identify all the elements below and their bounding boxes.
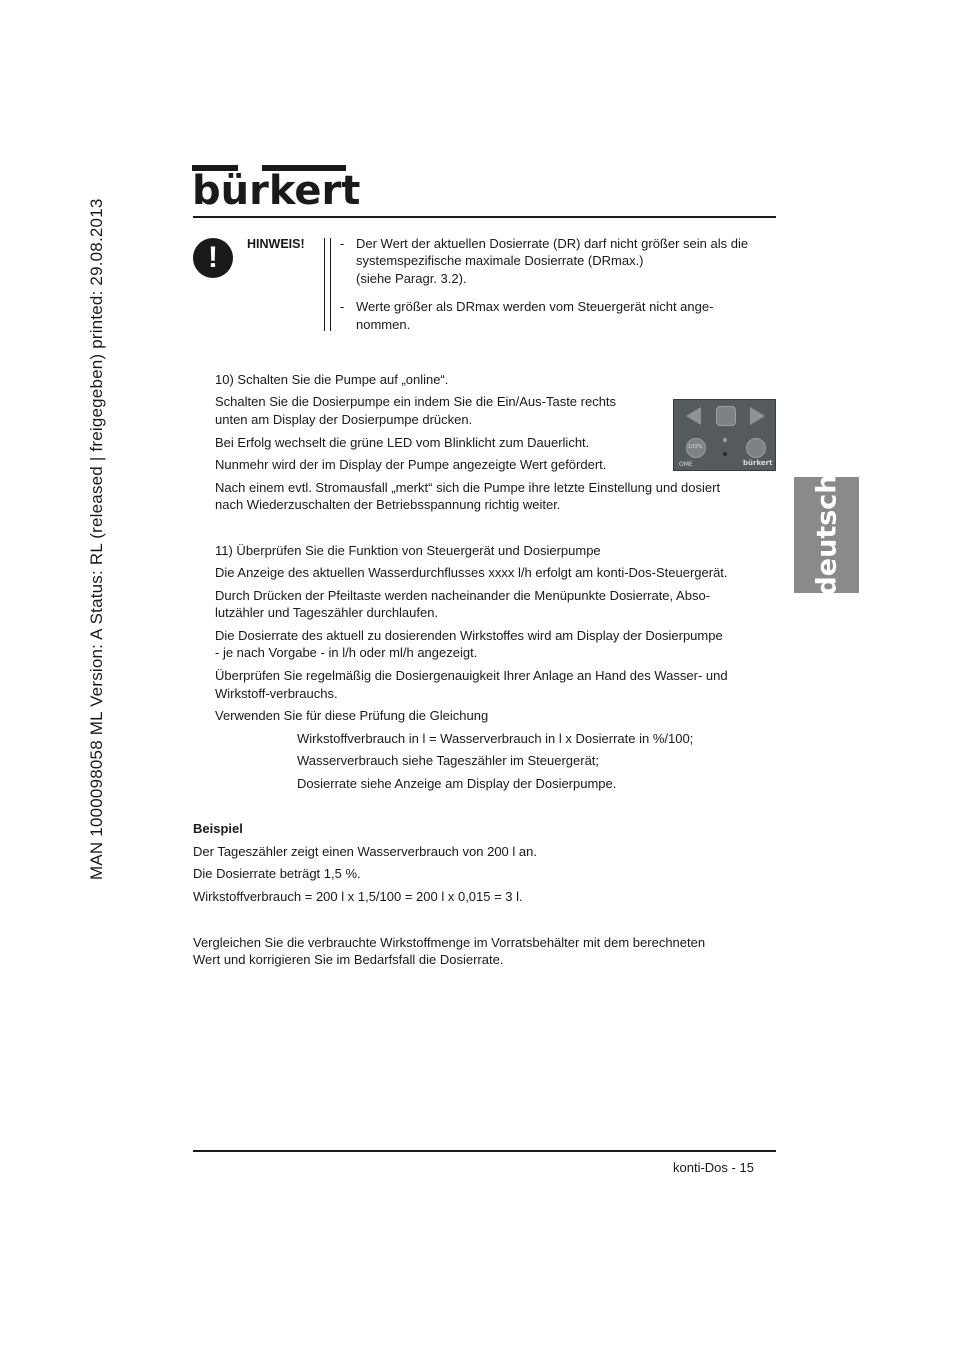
document-status-line: MAN 1000098058 ML Version: A Status: RL (released | freigegeben) printed: 29.08.2013 [87, 198, 106, 880]
hinweis-item-line: systemspezifische maximale Dosierrate (DRmax.) [356, 253, 644, 268]
step-11-text: Verwenden Sie für diese Prüfung die Gleichung [215, 708, 489, 723]
step-10-text: Bei Erfolg wechselt die grüne LED vom Blinklicht zum Dauerlicht. [215, 435, 590, 450]
step-10-text: Nunmehr wird der im Display der Pumpe angezeigte Wert gefördert. [215, 457, 607, 472]
equation-line: Wasserverbrauch siehe Tageszähler im Steuergerät; [297, 753, 600, 768]
hinweis-divider [324, 238, 325, 331]
led-indicator-icon [723, 438, 727, 442]
equation-line: Dosierrate siehe Anzeige am Display der Dosierpumpe. [297, 776, 617, 791]
step-11-text: lutzähler und Tageszähler durchlaufen. [215, 605, 439, 620]
arrow-left-icon [686, 407, 701, 425]
beispiel-line: Wirkstoffverbrauch = 200 l x 1,5/100 = 200 l x 0,015 = 3 l. [193, 889, 523, 904]
step-10-heading: 10) Schalten Sie die Pumpe auf „online“. [215, 372, 449, 387]
step-10-text: unten am Display der Dosierpumpe drücken. [215, 412, 473, 427]
warning-exclamation-icon: ! [193, 238, 233, 278]
step-11-text: Wirkstoff-verbrauchs. [215, 686, 338, 701]
hinweis-dash: - [340, 236, 345, 251]
beispiel-line: Die Dosierrate beträgt 1,5 %. [193, 866, 361, 881]
pump-display-image [673, 399, 776, 471]
power-button-icon [746, 438, 766, 458]
step-10-text: Schalten Sie die Dosierpumpe ein indem Sie die Ein/Aus-Taste rechts [215, 394, 617, 409]
beispiel-heading: Beispiel [193, 821, 243, 836]
step-10-text: nach Wiederzuschalten der Betriebsspannung richtig weiter. [215, 497, 561, 512]
pump-left-label: OME [679, 461, 693, 468]
step-10-text: Nach einem evtl. Stromausfall „merkt“ sich die Pumpe ihre letzte Einstellung und dosiert [215, 480, 721, 495]
step-11-text: Durch Drücken der Pfeiltaste werden nacheinander die Menüpunkte Dosierrate, Abso- [215, 588, 710, 603]
step-11-text: Die Dosierrate des aktuell zu dosierenden Wirkstoffes wird am Display der Dosierpumpe [215, 628, 723, 643]
step-11-heading: 11) Überprüfen Sie die Funktion von Steuergerät und Dosierpumpe [215, 543, 601, 558]
step-11-text: Überprüfen Sie regelmäßig die Dosiergenauigkeit Ihrer Anlage an Hand des Wasser- und [215, 668, 728, 683]
percent-button-icon: 100% [686, 438, 706, 458]
page-footer: konti-Dos - 15 [673, 1160, 754, 1175]
beispiel-text: Wert und korrigieren Sie im Bedarfsfall die Dosierrate. [193, 952, 504, 967]
hinweis-dash: - [340, 299, 345, 314]
hinweis-item-line: Der Wert der aktuellen Dosierrate (DR) darf nicht größer sein als die [356, 236, 749, 251]
step-11-text: - je nach Vorgabe - in l/h oder ml/h angezeigt. [215, 645, 478, 660]
logo-text: bürkert [192, 168, 361, 214]
arrow-right-icon [750, 407, 765, 425]
language-tab-label: deutsch [811, 474, 842, 596]
led-indicator-icon [723, 452, 727, 456]
language-tab [794, 474, 859, 596]
hinweis-divider [330, 238, 331, 331]
header-rule [193, 216, 776, 218]
hinweis-item-line: Werte größer als DRmax werden vom Steuergerät nicht ange- [356, 299, 714, 314]
step-11-text: Die Anzeige des aktuellen Wasserdurchflusses xxxx l/h erfolgt am konti-Dos-Steuergerät. [215, 565, 728, 580]
beispiel-text: Vergleichen Sie die verbrauchte Wirkstoffmenge im Vorratsbehälter mit dem berechneten [193, 935, 706, 950]
hinweis-label: HINWEIS! [247, 237, 305, 251]
hinweis-item-line: (siehe Paragr. 3.2). [356, 271, 467, 286]
beispiel-line: Der Tageszähler zeigt einen Wasserverbrauch von 200 l an. [193, 844, 537, 859]
equation-line: Wirkstoffverbrauch in l = Wasserverbrauch in l x Dosierrate in %/100; [297, 731, 694, 746]
menu-button-icon [716, 406, 736, 426]
pump-brand-label: bürkert [743, 459, 773, 467]
hinweis-item-line: nommen. [356, 317, 411, 332]
footer-rule [193, 1150, 776, 1152]
burkert-logo [192, 165, 361, 214]
